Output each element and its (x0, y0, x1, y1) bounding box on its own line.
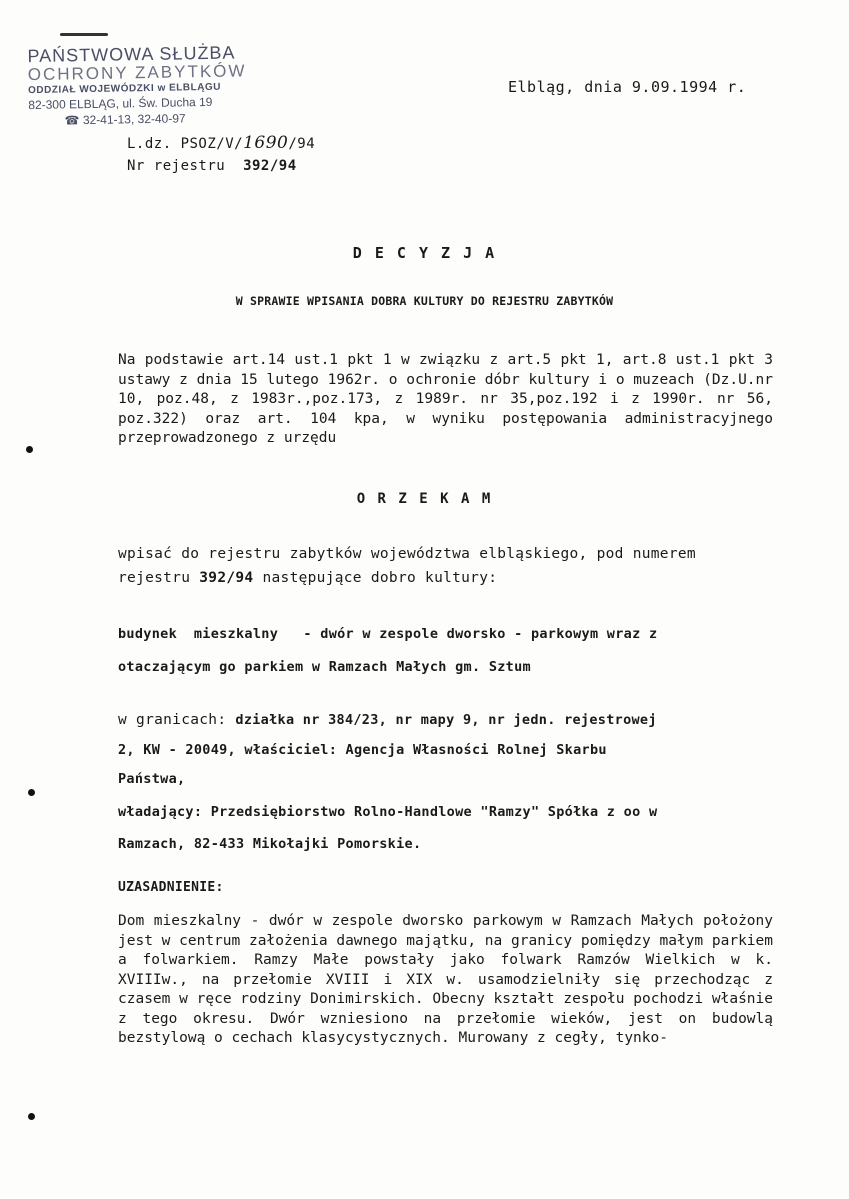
punch-hole-mark (26, 446, 33, 453)
boundaries-line-2: 2, KW - 20049, właściciel: Agencja Własności Rolnej Skarbu (118, 742, 607, 758)
boundaries-parcel: działka nr 384/23, nr mapy 9, nr jedn. rejestrowej (235, 712, 657, 728)
object-line-1: budynek mieszkalny - dwór w zespole dworsko - parkowym wraz z (118, 626, 658, 642)
scan-mark (60, 33, 108, 36)
ruling-line-2 (118, 570, 497, 586)
registry-value: 392/94 (243, 158, 297, 174)
ruling-heading: O R Z E K A M (356, 491, 493, 507)
reference-number (127, 133, 315, 153)
object-line-2: otaczającym go parkiem w Ramzach Małych gm. Sztum (118, 659, 531, 675)
stamp-line-1: PAŃSTWOWA SŁUŻBA (27, 42, 236, 67)
document-date: Elbląg, dnia 9.09.1994 r. (508, 78, 747, 96)
ruling-line-1: wpisać do rejestru zabytków województwa elbląskiego, pod numerem (118, 546, 696, 562)
stamp-line-3: ODDZIAŁ WOJEWÓDZKI w ELBLĄGU (27, 81, 222, 97)
ref-suffix: /94 (288, 136, 316, 152)
legal-basis-paragraph: Na podstawie art.14 ust.1 pkt 1 w związku z art.5 pkt 1, art.8 ust.1 pkt 3 ustawy z dnia 15 lutego 1962r. o ochronie dóbr kultury i o muzeach (Dz.U.nr 10, poz.48, z 1983r.,poz.173, z 1989r. nr 35,poz.192 i z 1990r. nr 56, poz.322) oraz art. 104 kpa, w wyniku postępowania administracyjnego przeprowadzonego z urzędu (118, 352, 773, 446)
boundaries-line-3: Państwa, (118, 771, 186, 787)
stamp-phone: ☎ 32-41-13, 32-40-97 (64, 111, 186, 128)
office-stamp (27, 42, 268, 129)
stamp-address: 82-300 ELBLĄG, ul. Św. Ducha 19 (28, 94, 213, 113)
punch-hole-mark (28, 1113, 35, 1120)
boundaries-prefix: w granicach: (118, 712, 227, 728)
document-heading: D E C Y Z J A (352, 244, 497, 262)
registry-label: Nr rejestru (127, 158, 226, 174)
punch-hole-mark (28, 789, 35, 796)
ruling-prefix: rejestru (118, 570, 191, 586)
ref-prefix: L.dz. PSOZ/V/ (127, 136, 244, 152)
boundaries-line-5: Ramzach, 82-433 Mikołajki Pomorskie. (118, 836, 422, 852)
boundaries-line-1 (118, 712, 657, 728)
boundaries-line-4: władający: Przedsiębiorstwo Rolno-Handlowe "Ramzy" Spółka z oo w (118, 804, 658, 820)
ref-handwritten-number: 1690 (243, 133, 289, 153)
ruling-registry-number: 392/94 (199, 570, 254, 586)
ruling-suffix: następujące dobro kultury: (262, 570, 498, 586)
justification-paragraph: Dom mieszkalny - dwór w zespole dworsko parkowym w Ramzach Małych położony jest w centrum założenia dawnego majątku, na granicy pomiędzy małym parkiem a folwarkiem. Ramzy Małe powstały jako folwark Ramzów Wielkich w k. XVIIIw., na przełomie XVIII i XIX w. usamodzielniły się przechodząc z czasem w ręce rodziny Donimirskich. Obecny kształt zespołu pochodzi właśnie z tego okresu. Dwór wzniesiono na przełomie wieków, jest on budowlą bezstylową o cechach klasycystycznych. Murowany z cegły, tynko- (118, 913, 773, 1046)
document-subheading: W SPRAWIE WPISANIA DOBRA KULTURY DO REJESTRU ZABYTKÓW (235, 294, 614, 308)
justification-heading: UZASADNIENIE: (118, 880, 224, 895)
registry-number (127, 158, 297, 174)
stamp-line-2: OCHRONY ZABYTKÓW (27, 61, 247, 85)
